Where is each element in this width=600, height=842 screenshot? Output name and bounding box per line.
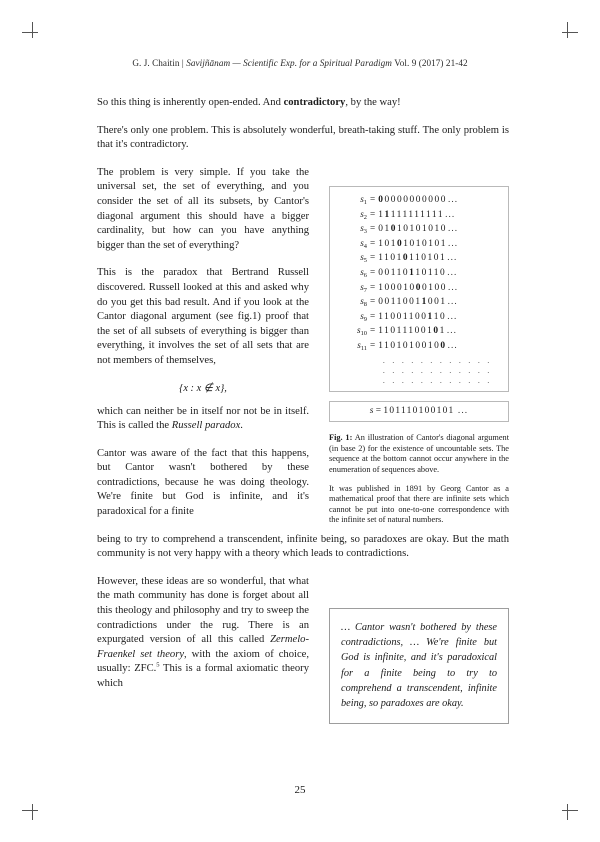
sequence-bits: 11111111111 [378, 209, 445, 220]
sequence-label: $s_3$ [360, 223, 367, 236]
sequence-row [337, 237, 501, 252]
diagonal-bit: 0 [415, 282, 422, 293]
paragraph-5-text-b: . [240, 420, 243, 432]
sequence-equals: = [370, 194, 376, 204]
sequence-label: $s_9$ [360, 310, 367, 323]
sequence-label: $s_6$ [360, 266, 367, 279]
running-head-author: G. J. Chaitin [132, 58, 180, 68]
sequence-row [337, 193, 501, 208]
diagonal-bit: 0 [378, 195, 385, 205]
figure-1-caption [329, 433, 509, 526]
sequence-ellipsis: ... [447, 237, 459, 248]
diagonal-bit: 0 [396, 238, 404, 249]
sequence-ellipsis: ... [447, 296, 458, 307]
paragraph-1-text-a: So this thing is inherently open-ended. And [97, 97, 284, 108]
sequence-equals: = [370, 208, 376, 219]
sequence-label: $s_7$ [360, 281, 367, 294]
sequence-bits: 11001100110 [378, 311, 447, 322]
sequence-label: $s_4$ [360, 237, 367, 250]
sequence-equals: = [370, 310, 376, 321]
paragraph-7-text-a: However, these ideas are so wonderful, that what the math community has done is forget about all this theology and philosophy and try to sweep the contradictions under the rug. There is an expurgated version of all this called [97, 575, 309, 646]
sequence-equals: = [370, 223, 376, 234]
paragraph-7 [97, 575, 309, 692]
sequence-row [337, 339, 501, 354]
pull-quote-box [329, 608, 509, 724]
russell-set-formula: {x : x ∉ x}, [179, 382, 227, 394]
paragraph-1-text-b: , by the way! [345, 97, 401, 108]
sequence-row [337, 222, 501, 237]
sequence-ellipsis: ... [447, 266, 458, 277]
paragraph-7-text-c: This is a formal axiomatic theory which [97, 663, 309, 689]
sequence-ellipsis: ... [447, 194, 459, 204]
sequence-bits: 11011100101 [378, 326, 446, 337]
paragraph-5 [97, 405, 309, 434]
diagonal-sequence-bits: 101110100101 [383, 406, 455, 417]
sequence-equals: = [370, 325, 376, 336]
sequence-bits: 01010101010 [378, 224, 447, 235]
sequence-label: $s_{10}$ [357, 325, 367, 338]
sequence-bits: 00110011001 [378, 297, 447, 308]
sequence-row [337, 208, 501, 223]
paragraph-6: Cantor was aware of the fact that this happens, but Cantor wasn't bothered by these contradictions, because he was doing theology. We're finite but God is infinite, and it's paradoxical for a finite [97, 447, 309, 518]
page-number: 25 [294, 784, 306, 796]
running-head-separator: | [181, 58, 184, 68]
sequence-ellipsis: ... [447, 339, 458, 350]
diagonal-sequence-label: s [369, 406, 374, 417]
left-column [97, 166, 309, 533]
left-column-2 [97, 575, 309, 692]
sequence-row [337, 324, 501, 339]
diagonal-bit: 0 [433, 326, 440, 337]
sequence-bits: 10001000100 [378, 282, 447, 293]
sequence-ellipsis: ... [447, 281, 459, 292]
sequence-equals: = [370, 339, 376, 350]
diagonal-bit: 1 [427, 311, 434, 322]
sequence-label: $s_{11}$ [357, 339, 367, 352]
paragraph-3: The problem is very simple. If you take the universal set, the set of everything, and you consider the set of all its subsets, by Cantor's diagonal argument this should have a bigger cardinality, but how can you have anything bigger than the set of everything? [97, 166, 309, 251]
running-head [0, 58, 600, 68]
ellipsis-row: . . . . . . . . . . . . [382, 364, 492, 375]
paragraph-1-bold-word: contradictory [283, 97, 346, 108]
paragraph-7-text-b: , with the axiom of choice, usually: ZFC. [97, 648, 309, 675]
paragraph-2: There's only one problem. This is absolutely wonderful, breath-taking stuff. The only problem is that it's contradictory. [97, 124, 509, 151]
sequence-row [337, 266, 501, 281]
figure-1-caption-main [329, 433, 509, 475]
diagonal-bit: 1 [409, 267, 416, 278]
sequence-enumeration-box [329, 186, 509, 392]
sequence-ellipsis: ... [447, 223, 459, 234]
sequence-equals: = [370, 266, 376, 277]
figure-1-caption-secondary: It was published in 1891 by Georg Cantor as a mathematical proof that there are infinite sets which cannot be put into one-to-one correspondence with the infinite set of natural numbers. [329, 483, 509, 525]
paragraph-6-continuation: being to try to comprehend a transcendent, infinite being, so paradoxes are okay. But the math community is not very happy with a theory which leads to contradictions. [97, 533, 509, 560]
sequence-row [337, 251, 501, 266]
zfc-term: Zermelo-Fraenkel set theory [97, 634, 309, 660]
diagonal-bit: 1 [421, 297, 428, 308]
sequence-bits: 11010110101 [378, 253, 447, 264]
figure-1-caption-body: An illustration of Cantor's diagonal argument (in base 2) for the existence of uncountable sets. The sequence at the bottom cannot occur anywhere in the enumeration of sequences above. [329, 433, 509, 474]
sequence-equals: = [370, 237, 376, 248]
sequence-bits: 10101010101 [378, 238, 447, 249]
sequence-row [337, 310, 501, 325]
sequence-label: $s_8$ [360, 296, 367, 309]
diagonal-sequence-equals: = [375, 406, 382, 417]
pull-quote-text: … Cantor wasn't bothered by these contradictions, … We're finite but God is infinite, and it's paradoxical for a finite being to try to comprehend a transcendent, infinite being, so paradoxes are okay. [341, 622, 497, 710]
diagonal-sequence-ellipsis: ... [457, 406, 469, 417]
paragraph-5-text-a: which can neither be in itself nor not be in itself. This is called the [97, 405, 309, 432]
diagonal-sequence-box [329, 401, 509, 422]
sequence-ellipsis: ... [446, 325, 458, 336]
sequence-ellipsis: ... [445, 208, 456, 219]
sequence-bits: 00000000000 [378, 195, 447, 205]
footnote-marker: 5 [156, 661, 160, 669]
sequence-equals: = [370, 252, 376, 263]
ellipsis-row: . . . . . . . . . . . . [382, 374, 492, 385]
sequence-label: $s_2$ [360, 208, 367, 221]
sequence-bits: 11010100100 [378, 340, 447, 351]
diagonal-bit: 0 [390, 224, 397, 235]
sequence-equals: = [370, 296, 376, 307]
russell-paradox-term: Russell paradox [171, 420, 241, 432]
sequence-ellipsis: ... [447, 252, 458, 263]
running-head-volume: Vol. 9 (2017) 21-42 [394, 58, 468, 68]
sequence-ellipsis: ... [447, 310, 458, 321]
paragraph-1 [97, 96, 509, 111]
sequence-label: $s_5$ [360, 252, 367, 265]
vertical-ellipsis-grid [337, 354, 501, 385]
diagonal-bit: 0 [402, 253, 410, 264]
ellipsis-row: . . . . . . . . . . . . [382, 354, 492, 365]
sequence-rows [337, 193, 501, 354]
figure-1 [329, 186, 509, 526]
sequence-row [337, 295, 501, 310]
running-head-journal: Savijñānam — Scientific Exp. for a Spiritual Paradigm [186, 58, 392, 68]
sequence-row [337, 281, 501, 296]
figure-1-caption-label: Fig. 1: [329, 433, 353, 443]
diagonal-bit: 0 [440, 340, 447, 351]
diagonal-bit: 1 [384, 209, 391, 220]
paragraph-4: This is the paradox that Bertrand Russell discovered. Russell looked at this and asked why do you get this bad result. And if you look at the Cantor diagonal argument (see fig.1) proof that the set of all subsets of everything is bigger than everything, it involves the set of all sets that are not members of themselves, [97, 267, 309, 366]
sequence-label: $s_1$ [360, 194, 367, 206]
sequence-bits: 00110110110 [378, 267, 447, 278]
sequence-equals: = [370, 281, 376, 292]
